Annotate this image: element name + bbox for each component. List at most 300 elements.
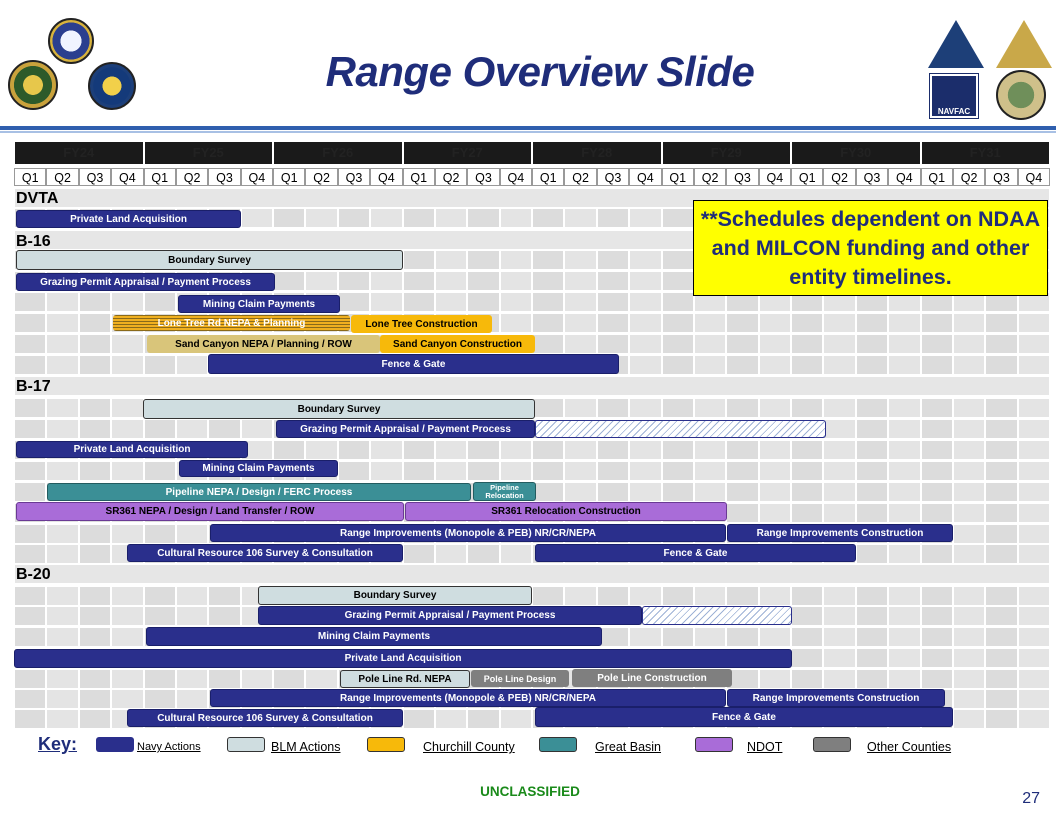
nas-fallon-logo-icon <box>996 20 1052 68</box>
grid-cell <box>435 709 467 729</box>
grid-cell <box>597 482 629 502</box>
grid-cell <box>435 544 467 564</box>
grid-cell <box>46 669 78 689</box>
grid-cell <box>856 334 888 354</box>
grid-cell <box>856 669 888 689</box>
grid-cell <box>791 334 823 354</box>
grid-cell <box>726 334 758 354</box>
grid-cell <box>791 648 823 668</box>
grid-cell <box>435 208 467 228</box>
grid-cell <box>759 398 791 418</box>
quarter-header: Q1 <box>662 168 694 186</box>
key-swatch-navy <box>96 737 134 752</box>
schedule-note: **Schedules dependent on NDAA and MILCON funding and other entity timelines. <box>693 200 1048 296</box>
grid-cell <box>629 271 661 291</box>
grid-cell <box>176 419 208 439</box>
grid-cell <box>953 586 985 606</box>
grid-cell <box>176 606 208 626</box>
grid-cell <box>694 334 726 354</box>
bar-b17-range-const: Range Improvements Construction <box>727 524 953 542</box>
grid-cell <box>435 440 467 460</box>
grid-cell <box>791 440 823 460</box>
grid-cell <box>985 398 1017 418</box>
grid-cell <box>629 586 661 606</box>
grid-cell <box>662 334 694 354</box>
grid-cell <box>370 292 402 312</box>
header-rule <box>0 126 1056 130</box>
grid-cell <box>953 689 985 709</box>
grid-cell <box>144 292 176 312</box>
grid-cell <box>921 606 953 626</box>
bar-b16-fence: Fence & Gate <box>208 354 619 374</box>
grid-cell <box>985 419 1017 439</box>
grid-cell <box>662 292 694 312</box>
grid-cell <box>1018 334 1050 354</box>
grid-cell <box>662 250 694 270</box>
bar-b20-cultural: Cultural Resource 106 Survey & Consultation <box>127 709 403 727</box>
grid-cell <box>694 440 726 460</box>
grid-cell <box>694 586 726 606</box>
grid-cell <box>14 669 46 689</box>
grid-cell <box>985 313 1017 333</box>
slide-title: Range Overview Slide <box>325 48 755 95</box>
bar-b17-cultural: Cultural Resource 106 Survey & Consultation <box>127 544 403 562</box>
bar-b20-range-impr: Range Improvements (Monopole & PEB) NR/CR/NEPA <box>210 689 726 707</box>
grid-cell <box>1018 398 1050 418</box>
grid-cell <box>500 313 532 333</box>
grid-cell <box>14 355 46 375</box>
grid-cell <box>208 586 240 606</box>
grid-cell <box>888 648 920 668</box>
grid-cell <box>888 669 920 689</box>
grid-cell <box>532 271 564 291</box>
grid-cell <box>79 334 111 354</box>
grid-cell <box>921 503 953 523</box>
key-great-basin: Great Basin <box>595 740 662 754</box>
grid-cell <box>694 355 726 375</box>
grid-cell <box>111 524 143 544</box>
grid-cell <box>1018 313 1050 333</box>
key-swatch-blm <box>227 737 265 752</box>
grid-cell <box>79 524 111 544</box>
grid-cell <box>662 627 694 647</box>
quarter-header: Q2 <box>694 168 726 186</box>
grid-cell <box>305 271 337 291</box>
grid-cell <box>1018 627 1050 647</box>
grid-cell <box>921 482 953 502</box>
grid-cell <box>79 586 111 606</box>
grid-cell <box>111 355 143 375</box>
grid-cell <box>694 627 726 647</box>
grid-cell <box>79 627 111 647</box>
grid-cell <box>662 586 694 606</box>
quarter-header: Q2 <box>564 168 596 186</box>
grid-cell <box>694 461 726 481</box>
grid-cell <box>532 250 564 270</box>
grid-cell <box>305 208 337 228</box>
grid-cell <box>111 292 143 312</box>
grid-cell <box>856 627 888 647</box>
grid-cell <box>111 669 143 689</box>
key-other: Other Counties <box>867 740 952 754</box>
grid-cell <box>532 292 564 312</box>
grid-cell <box>564 482 596 502</box>
grid-cell <box>597 334 629 354</box>
grid-cell <box>888 398 920 418</box>
grid-cell <box>467 208 499 228</box>
bar-b17-grazing-extension <box>535 420 826 438</box>
grid-cell <box>921 627 953 647</box>
bar-b17-fence: Fence & Gate <box>535 544 856 562</box>
grid-cell <box>823 419 855 439</box>
bar-b16-grazing: Grazing Permit Appraisal / Payment Process <box>16 273 275 291</box>
grid-cell <box>953 461 985 481</box>
grid-cell <box>435 250 467 270</box>
grid-cell <box>144 355 176 375</box>
grid-cell <box>823 606 855 626</box>
grid-cell <box>629 334 661 354</box>
key-blm: BLM Actions <box>271 740 341 754</box>
grid-cell <box>564 292 596 312</box>
quarter-header: Q3 <box>856 168 888 186</box>
quarter-header: Q1 <box>273 168 305 186</box>
bar-b20-fence: Fence & Gate <box>535 707 953 727</box>
grid-cell <box>144 461 176 481</box>
region-seal-icon <box>996 70 1046 120</box>
grid-cell <box>370 271 402 291</box>
quarter-header: Q2 <box>46 168 78 186</box>
grid-cell <box>1018 440 1050 460</box>
header-rule-light <box>0 131 1056 133</box>
section-b17: B-17 <box>16 378 51 395</box>
grid-cell <box>921 313 953 333</box>
grid-cell <box>597 440 629 460</box>
nawdc-logo-icon <box>928 20 984 68</box>
grid-cell <box>823 461 855 481</box>
grid-cell <box>694 482 726 502</box>
grid-cell <box>144 606 176 626</box>
grid-cell <box>953 313 985 333</box>
grid-cell <box>144 586 176 606</box>
grid-cell <box>564 334 596 354</box>
quarter-header: Q4 <box>500 168 532 186</box>
grid-cell <box>403 208 435 228</box>
grid-cell <box>111 606 143 626</box>
grid-cell <box>176 689 208 709</box>
quarter-header: Q3 <box>726 168 758 186</box>
grid-cell <box>629 250 661 270</box>
grid-cell <box>46 334 78 354</box>
grid-cell <box>953 482 985 502</box>
grid-cell <box>888 355 920 375</box>
grid-cell <box>662 355 694 375</box>
grid-cell <box>46 586 78 606</box>
grid-cell <box>856 544 888 564</box>
quarter-header: Q3 <box>597 168 629 186</box>
grid-cell <box>144 669 176 689</box>
grid-cell <box>823 586 855 606</box>
grid-cell <box>14 627 46 647</box>
grid-cell <box>856 606 888 626</box>
grid-cell <box>564 461 596 481</box>
grid-cell <box>532 440 564 460</box>
grid-cell <box>500 250 532 270</box>
grid-cell <box>46 292 78 312</box>
quarter-header: Q3 <box>208 168 240 186</box>
grid-cell <box>79 689 111 709</box>
grid-cell <box>14 292 46 312</box>
grid-cell <box>953 355 985 375</box>
grid-cell <box>46 544 78 564</box>
grid-cell <box>791 355 823 375</box>
grid-cell <box>953 440 985 460</box>
grid-cell <box>403 440 435 460</box>
quarter-header: Q4 <box>629 168 661 186</box>
grid-cell <box>14 586 46 606</box>
grid-cell <box>46 689 78 709</box>
grid-cell <box>791 586 823 606</box>
key-swatch-ndot <box>695 737 733 752</box>
grid-cell <box>629 440 661 460</box>
grid-cell <box>144 419 176 439</box>
grid-cell <box>759 669 791 689</box>
grid-cell <box>564 313 596 333</box>
grid-cell <box>856 313 888 333</box>
grid-cell <box>953 544 985 564</box>
quarter-header: Q2 <box>953 168 985 186</box>
grid-cell <box>629 627 661 647</box>
quarter-header: Q4 <box>111 168 143 186</box>
quarter-header: Q2 <box>435 168 467 186</box>
grid-cell <box>467 250 499 270</box>
grid-cell <box>79 606 111 626</box>
grid-cell <box>985 524 1017 544</box>
bar-b17-mining: Mining Claim Payments <box>179 460 338 477</box>
grid-cell <box>629 398 661 418</box>
key-label: Key: <box>38 734 78 754</box>
grid-cell <box>435 271 467 291</box>
grid-cell <box>79 355 111 375</box>
bar-b20-mining: Mining Claim Payments <box>146 627 602 646</box>
grid-cell <box>403 271 435 291</box>
grid-cell <box>759 482 791 502</box>
key-navy: Navy Actions <box>137 741 201 753</box>
bar-b16-sand-canyon-const: Sand Canyon Construction <box>380 335 535 353</box>
bar-b17-grazing: Grazing Permit Appraisal / Payment Process <box>276 420 535 438</box>
grid-cell <box>14 398 46 418</box>
grid-cell <box>14 689 46 709</box>
grid-cell <box>208 606 240 626</box>
grid-cell <box>823 627 855 647</box>
grid-cell <box>564 208 596 228</box>
grid-cell <box>856 503 888 523</box>
grid-cell <box>111 334 143 354</box>
grid-cell <box>662 461 694 481</box>
grid-cell <box>888 419 920 439</box>
grid-cell <box>791 461 823 481</box>
quarter-header: Q1 <box>532 168 564 186</box>
grid-cell <box>726 355 758 375</box>
grid-cell <box>79 292 111 312</box>
grid-cell <box>14 461 46 481</box>
grid-cell <box>1018 524 1050 544</box>
grid-cell <box>273 440 305 460</box>
grid-cell <box>370 461 402 481</box>
grid-cell <box>823 503 855 523</box>
grid-cell <box>1018 419 1050 439</box>
grid-cell <box>176 355 208 375</box>
fiscal-year-header: FY31 <box>922 142 1050 164</box>
grid-cell <box>532 461 564 481</box>
bar-b20-pole-const: Pole Line Construction <box>572 669 732 687</box>
grid-cell <box>759 440 791 460</box>
grid-cell <box>791 482 823 502</box>
grid-cell <box>241 669 273 689</box>
grid-cell <box>888 313 920 333</box>
section-band <box>14 564 1050 584</box>
quarter-header: Q1 <box>144 168 176 186</box>
grid-cell <box>564 250 596 270</box>
grid-cell <box>1018 482 1050 502</box>
grid-cell <box>79 313 111 333</box>
grid-cell <box>467 544 499 564</box>
grid-cell <box>856 648 888 668</box>
grid-cell <box>629 355 661 375</box>
grid-cell <box>46 461 78 481</box>
grid-cell <box>726 461 758 481</box>
bar-b20-pole-design: Pole Line Design <box>471 670 569 687</box>
grid-cell <box>208 669 240 689</box>
grid-cell <box>662 482 694 502</box>
grid-cell <box>532 398 564 418</box>
fiscal-year-header: FY27 <box>404 142 532 164</box>
grid-cell <box>241 419 273 439</box>
grid-cell <box>467 271 499 291</box>
grid-cell <box>1018 544 1050 564</box>
grid-cell <box>1018 355 1050 375</box>
bar-b20-private-land: Private Land Acquisition <box>14 649 792 668</box>
quarter-header: Q1 <box>791 168 823 186</box>
grid-cell <box>856 419 888 439</box>
grid-cell <box>953 709 985 729</box>
grid-cell <box>953 398 985 418</box>
grid-cell <box>467 461 499 481</box>
grid-cell <box>1018 586 1050 606</box>
grid-cell <box>921 334 953 354</box>
grid-cell <box>597 313 629 333</box>
bar-b16-sand-canyon-nepa: Sand Canyon NEPA / Planning / ROW <box>147 335 380 353</box>
bar-b17-pipeline: Pipeline NEPA / Design / FERC Process <box>47 483 471 501</box>
grid-cell <box>273 669 305 689</box>
grid-cell <box>467 440 499 460</box>
section-b16: B-16 <box>16 233 51 250</box>
grid-cell <box>823 440 855 460</box>
grid-cell <box>888 586 920 606</box>
grid-cell <box>726 313 758 333</box>
grid-cell <box>726 482 758 502</box>
grid-cell <box>46 398 78 418</box>
grid-cell <box>338 208 370 228</box>
bar-b20-range-const: Range Improvements Construction <box>727 689 945 707</box>
grid-cell <box>467 292 499 312</box>
grid-cell <box>694 313 726 333</box>
grid-cell <box>823 648 855 668</box>
grid-cell <box>338 271 370 291</box>
grid-cell <box>921 355 953 375</box>
grid-cell <box>111 398 143 418</box>
grid-cell <box>953 606 985 626</box>
grid-cell <box>79 419 111 439</box>
grid-cell <box>985 606 1017 626</box>
quarter-header: Q4 <box>241 168 273 186</box>
grid-cell <box>985 461 1017 481</box>
quarter-header: Q3 <box>338 168 370 186</box>
grid-cell <box>759 461 791 481</box>
grid-cell <box>985 627 1017 647</box>
grid-cell <box>597 208 629 228</box>
grid-cell <box>1018 606 1050 626</box>
grid-cell <box>500 709 532 729</box>
grid-cell <box>629 292 661 312</box>
grid-cell <box>564 271 596 291</box>
grid-cell <box>629 461 661 481</box>
grid-cell <box>46 313 78 333</box>
grid-cell <box>856 461 888 481</box>
grid-cell <box>597 586 629 606</box>
grid-cell <box>111 689 143 709</box>
grid-cell <box>111 627 143 647</box>
bar-b16-mining: Mining Claim Payments <box>178 295 340 313</box>
grid-cell <box>662 398 694 418</box>
grid-cell <box>921 461 953 481</box>
command-seal-icon <box>8 60 58 110</box>
grid-cell <box>888 544 920 564</box>
fiscal-year-header: FY24 <box>15 142 143 164</box>
fiscal-year-header: FY28 <box>533 142 661 164</box>
grid-cell <box>435 292 467 312</box>
grid-cell <box>662 313 694 333</box>
grid-cell <box>111 461 143 481</box>
grid-cell <box>14 524 46 544</box>
bar-b17-sr361-const: SR361 Relocation Construction <box>405 502 727 521</box>
grid-cell <box>46 709 78 729</box>
grid-cell <box>532 313 564 333</box>
quarter-header: Q4 <box>370 168 402 186</box>
grid-cell <box>856 482 888 502</box>
fiscal-year-header: FY29 <box>663 142 791 164</box>
grid-cell <box>14 334 46 354</box>
grid-cell <box>985 709 1017 729</box>
grid-cell <box>823 398 855 418</box>
grid-cell <box>888 503 920 523</box>
grid-cell <box>1018 648 1050 668</box>
grid-cell <box>467 709 499 729</box>
page-number: 27 <box>1022 790 1040 807</box>
grid-cell <box>759 627 791 647</box>
grid-cell <box>532 208 564 228</box>
grid-cell <box>921 586 953 606</box>
grid-cell <box>888 440 920 460</box>
grid-cell <box>79 669 111 689</box>
navfac-logo-icon: NAVFAC <box>930 74 978 118</box>
grid-cell <box>14 313 46 333</box>
bar-b17-boundary: Boundary Survey <box>143 399 535 419</box>
bar-b17-range-impr: Range Improvements (Monopole & PEB) NR/CR/NEPA <box>210 524 726 542</box>
grid-cell <box>500 292 532 312</box>
quarter-header: Q1 <box>14 168 46 186</box>
grid-cell <box>79 398 111 418</box>
section-dvta: DVTA <box>16 190 59 207</box>
